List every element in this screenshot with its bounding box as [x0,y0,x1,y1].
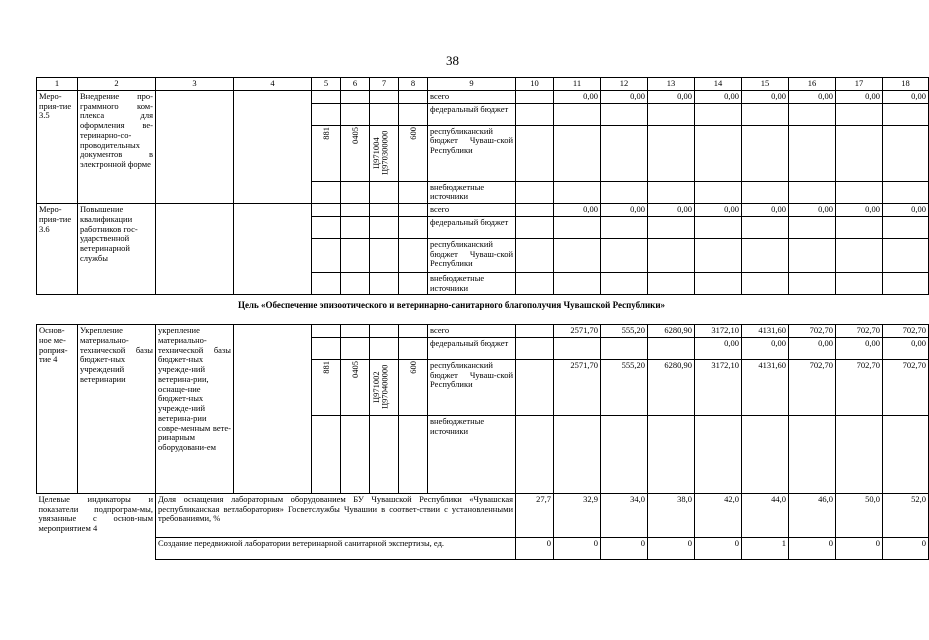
value-cell: 6280,90 [648,359,695,415]
col-header: 7 [370,78,399,91]
source-label: республиканский бюджет Чуваш-ской Республики [428,125,516,181]
value-cell: 0,00 [742,337,789,359]
value-cell: 0,00 [789,90,836,103]
value-cell [554,337,601,359]
indicator-value: 0 [554,537,601,559]
indicator-row [37,493,929,537]
value-cell: 0,00 [789,204,836,217]
value-cell: 4131,60 [742,325,789,338]
indicator-value: 0 [836,537,883,559]
value-cell: 0,00 [883,90,929,103]
vr-code: 600 [399,125,428,181]
col-header: 5 [312,78,341,91]
vr-code: 600 [399,359,428,415]
col-header: 10 [516,78,554,91]
col-header: 13 [648,78,695,91]
source-label: республиканский бюджет Чуваш-ской Республики [428,359,516,415]
measure-name: Повышение квалификации работников гос-ударственной ветеринарной службы [78,204,156,295]
indicator-value: 50,0 [836,493,883,537]
indicator-value: 42,0 [695,493,742,537]
source-label: внебюджетные источники [428,181,516,204]
page-number: 38 [446,53,459,68]
col-header: 14 [695,78,742,91]
value-cell [648,337,695,359]
col-header: 1 [37,78,78,91]
col-header: 11 [554,78,601,91]
indicator-row [37,537,929,559]
table-row [37,325,929,338]
rz-code: 0405 [341,359,370,415]
table-row [37,90,929,103]
value-cell: 0,00 [648,204,695,217]
value-cell: 6280,90 [648,325,695,338]
goal-title: Цель «Обеспечение эпизоотического и ветеринарно-санитарного благополучия Чувашской Республики» [237,300,666,310]
col-header: 16 [789,78,836,91]
value-cell: 3172,10 [695,325,742,338]
indicator-value: 27,7 [516,493,554,537]
measure-name: Внедрение про-граммного ком-плекса для оформления ве-теринарно-со-проводительных документов в электронной форме [78,90,156,203]
indicator-value: 0 [648,537,695,559]
source-label: федеральный бюджет [428,103,516,125]
value-cell: 3172,10 [695,359,742,415]
indicator-value: 32,9 [554,493,601,537]
value-cell: 0,00 [836,337,883,359]
value-cell: 555,20 [601,325,648,338]
indicator-value: 52,0 [883,493,929,537]
value-cell: 0,00 [836,204,883,217]
header-row [37,78,929,91]
col-header: 2 [78,78,156,91]
lower-table [36,324,929,560]
value-cell: 702,70 [836,359,883,415]
col-header: 8 [399,78,428,91]
value-cell: 0,00 [601,90,648,103]
value-cell: 0,00 [648,90,695,103]
source-label: республиканский бюджет Чуваш-ской Республики [428,238,516,272]
indicator-value: 0 [516,537,554,559]
indicator-name: Доля оснащения лабораторным оборудованием БУ Чувашской Республики «Чувашская республиканская ветлаборатория» Госветслужбы Чувашии в соответ-ствии с установленными требованиями, % [156,493,516,537]
source-label: всего [428,204,516,217]
measure-code: Основ-ное ме-роприя-тие 4 [37,325,78,494]
col-header: 3 [156,78,234,91]
source-label: федеральный бюджет [428,337,516,359]
measure-code: Меро-прия-тие 3.6 [37,204,78,295]
value-cell: 0,00 [789,337,836,359]
indicators-label: Целевые индикаторы и показатели подпрограм-мы, увязанные с основ-ным мероприятием 4 [37,493,156,559]
source-label: федеральный бюджет [428,216,516,238]
indicator-value: 46,0 [789,493,836,537]
indicator-value: 1 [742,537,789,559]
value-cell: 0,00 [695,204,742,217]
source-label: внебюджетные источники [428,415,516,493]
value-cell [601,337,648,359]
value-cell: 0,00 [742,204,789,217]
value-cell: 702,70 [836,325,883,338]
measure-name: Укрепление материально-технической базы бюджет-ных учреждений ветеринарии [78,325,156,494]
col-header: 17 [836,78,883,91]
source-label: всего [428,325,516,338]
indicator-value: 38,0 [648,493,695,537]
upper-table [36,77,929,295]
col-header: 9 [428,78,516,91]
value-cell: 4131,60 [742,359,789,415]
col-header: 6 [341,78,370,91]
value-cell: 0,00 [601,204,648,217]
value-cell: 702,70 [883,325,929,338]
col-header: 4 [234,78,312,91]
value-cell: 2571,70 [554,359,601,415]
value-cell: 0,00 [836,90,883,103]
table-row [37,204,929,217]
grbs-code: 881 [312,359,341,415]
source-label: всего [428,90,516,103]
indicator-name: Создание передвижной лаборатории ветеринарной санитарной экспертизы, ед. [156,537,516,559]
value-cell: 702,70 [789,359,836,415]
col-header: 18 [883,78,929,91]
value-cell: 702,70 [883,359,929,415]
value-cell: 0,00 [695,337,742,359]
value-cell: 702,70 [789,325,836,338]
grbs-code: 881 [312,125,341,181]
indicator-value: 0 [601,537,648,559]
indicator-value: 44,0 [742,493,789,537]
rz-code: 0405 [341,125,370,181]
value-cell: 0,00 [695,90,742,103]
value-cell: 0,00 [883,204,929,217]
measure-description: укрепление материально-технической базы бюджет-ных учрежде-ний ветерина-рии, оснаще-ние бюджет-ных учрежде-ний ветерина-рии совре-менным вете-ринарным оборудовани-ем [156,325,234,494]
indicator-value: 34,0 [601,493,648,537]
csr-code: Ц971002 Ц970400000 [370,359,399,415]
col-header: 12 [601,78,648,91]
value-cell: 0,00 [554,90,601,103]
source-label: внебюджетные источники [428,272,516,295]
value-cell: 0,00 [554,204,601,217]
csr-code: Ц971004 Ц970300000 [370,125,399,181]
value-cell: 0,00 [742,90,789,103]
indicator-value: 0 [883,537,929,559]
measure-code: Меро-прия-тие 3.5 [37,90,78,203]
value-cell: 2571,70 [554,325,601,338]
indicator-value: 0 [695,537,742,559]
value-cell: 0,00 [883,337,929,359]
indicator-value: 0 [789,537,836,559]
value-cell: 555,20 [601,359,648,415]
col-header: 15 [742,78,789,91]
